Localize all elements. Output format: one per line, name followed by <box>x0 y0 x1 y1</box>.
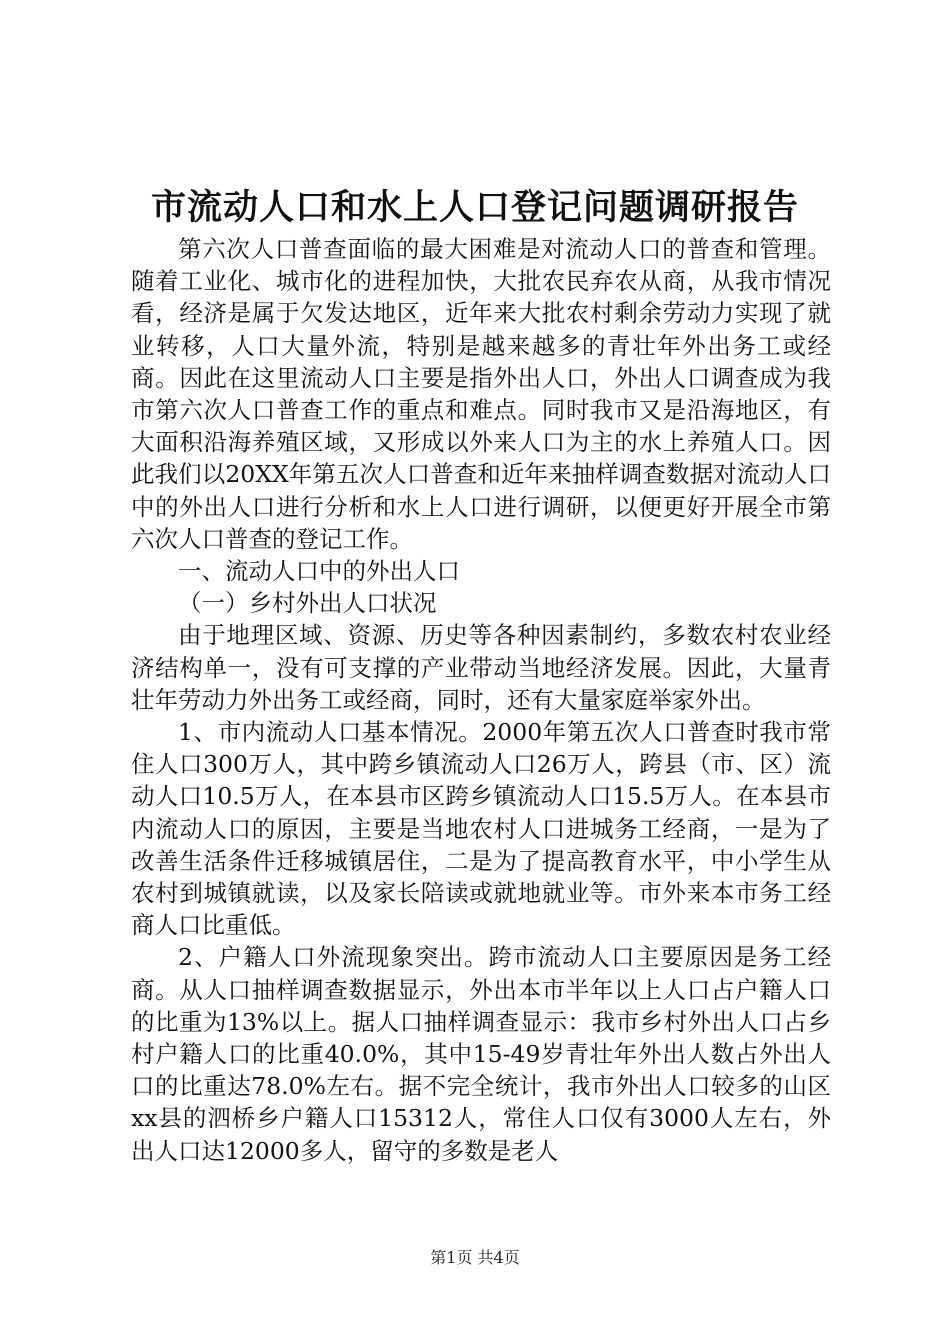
paragraph-intro: 第六次人口普查面临的最大困难是对流动人口的普查和管理。随着工业化、城市化的进程加快，大批农民弃农从商，从我市情况看，经济是属于欠发达地区，近年来大批农村剩余劳动力实现了就业转移，人口大量外流，特别是越来越多的青壮年外出务工或经商。因此在这里流动人口主要是指外出人口，外出人口调查成为我市第六次人口普查工作的重点和难点。同时我市又是沿海地区，有大面积沿海养殖区域，又形成以外来人口为主的水上养殖人口。因此我们以20XX年第五次人口普查和近年来抽样调查数据对流动人口中的外出人口进行分析和水上人口进行调研，以便更好开展全市第六次人口普查的登记工作。 <box>131 235 831 553</box>
document-body <box>131 233 831 1167</box>
paragraph: 由于地理区域、资源、历史等各种因素制约，多数农村农业经济结构单一，没有可支撑的产业带动当地经济发展。因此，大量青壮年劳动力外出务工或经商，同时，还有大量家庭举家外出。 <box>131 621 831 714</box>
section-heading: 一、流动人口中的外出人口 <box>178 557 460 586</box>
page-number-footer: 第1页 共4页 <box>430 1248 520 1267</box>
document-title: 市流动人口和水上人口登记问题调研报告 <box>150 187 799 228</box>
paragraph: 2、户籍人口外流现象突出。跨市流动人口主要原因是务工经商。从人口抽样调查数据显示，外出本市半年以上人口占户籍人口的比重为13%以上。据人口抽样调查显示：我市乡村外出人口占乡村户籍人口的比重40.0%，其中15-49岁青壮年外出人数占外出人口的比重达78.0%左右。据不完全统计，我市外出人口较多的山区xx县的泗桥乡户籍人口15312人，常住人口仅有3000人左右，外出人口达12000多人，留守的多数是老人 <box>131 943 831 1165</box>
subsection-heading: （一）乡村外出人口状况 <box>178 589 437 618</box>
paragraph: 1、市内流动人口基本情况。2000年第五次人口普查时我市常住人口300万人，其中跨乡镇流动人口26万人，跨县（市、区）流动人口10.5万人，在本县市区跨乡镇流动人口15.5万人。在本县市内流动人口的原因，主要是当地农村人口进城务工经商，一是为了改善生活条件迁移城镇居住，二是为了提高教育水平，中小学生从农村到城镇就读，以及家长陪读或就地就业等。市外来本市务工经商人口比重低。 <box>131 718 831 940</box>
